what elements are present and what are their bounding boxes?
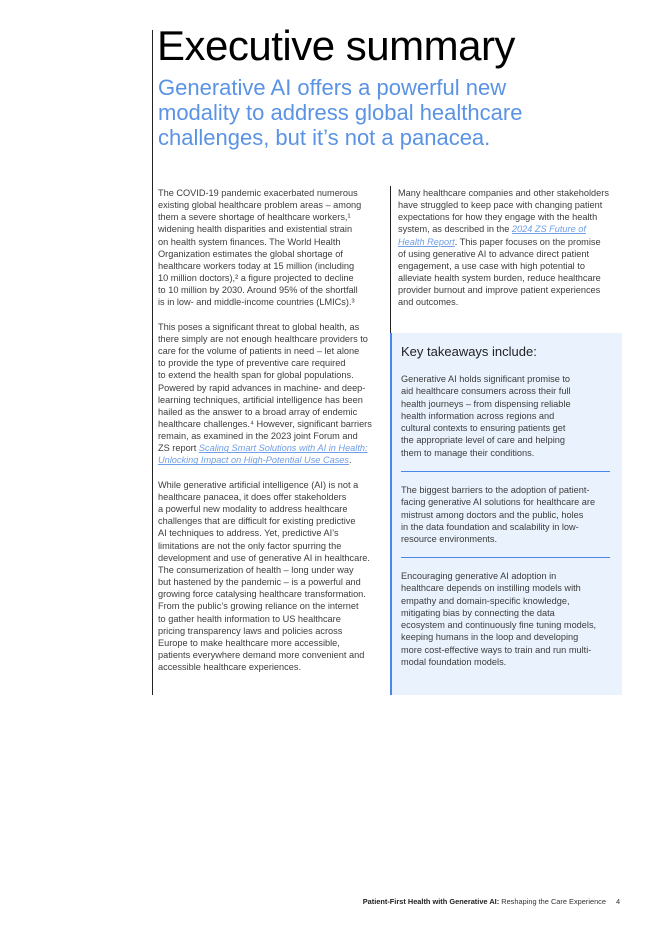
text-line: healthcare challenges.⁴ However, significant barriers: [158, 419, 372, 429]
text-line: [158, 454, 390, 466]
text-line: learning techniques, artificial intelligence has been: [158, 394, 363, 405]
text-line: to gather health information to US healthcare: [158, 613, 341, 624]
text-line: ecosystem and continuously fine tuning models,: [401, 620, 597, 631]
text-line: Generative AI holds significant promise to: [401, 374, 571, 384]
page-title: Executive summary: [157, 22, 515, 69]
paragraph: [398, 187, 624, 309]
text-line: This poses a significant threat to global health, as: [158, 321, 360, 332]
text-line: challenges that are difficult for existing predictive: [158, 516, 356, 527]
text-line: pricing transparency laws and policies across: [158, 625, 343, 636]
text-line: but hastened by the pandemic – is a powerful and: [158, 577, 361, 588]
text-line: is in low- and middle-income countries (LMICs).³: [158, 297, 355, 308]
text-line: in the data foundation and scalability in low-: [401, 521, 579, 532]
left-rule: [152, 30, 153, 695]
text-line: existing global healthcare problem areas – among: [158, 200, 362, 211]
right-column: [398, 187, 624, 321]
text-line: to provide the type of preventive care required: [158, 358, 346, 369]
text-line: more cost-effective ways to train and run multi-: [401, 644, 592, 655]
text-line: the appropriate level of care and helping: [401, 435, 565, 446]
text-line: Many healthcare companies and other stakeholders: [398, 188, 609, 198]
text-line: there simply are not enough healthcare providers to: [158, 333, 368, 344]
text-line: modal foundation models.: [401, 657, 507, 668]
text-line: patients everywhere demand more convenient and: [158, 650, 365, 660]
text-line: 10 million doctors),² a figure projected to decline: [158, 273, 354, 284]
text-line: hailed as the answer to a broad array of endemic: [158, 406, 358, 417]
takeaway-item: [401, 570, 596, 668]
text-line: healthcare depends on instilling models with: [401, 583, 581, 594]
text-line: mistrust among doctors and the public, holes: [401, 509, 584, 520]
report-link[interactable]: Scaling Smart Solutions with AI in Health:: [198, 443, 368, 454]
divider: [401, 557, 610, 558]
text-line: From the public’s growing reliance on the internet: [158, 601, 359, 612]
text-line: Encouraging generative AI adoption in: [401, 571, 557, 581]
text-line: The biggest barriers to the adoption of patient-: [401, 485, 590, 495]
text-line: have struggled to keep pace with changing patient: [398, 200, 603, 211]
text-line: to extend the health span for global populations.: [158, 370, 354, 381]
text-line: provider burnout and improve patient experiences: [398, 285, 601, 296]
text-line: expectations for how they engage with the health: [398, 212, 598, 223]
text-line: cultural contexts to ensuring patients get: [401, 423, 566, 434]
text-segment: system, as described in the: [398, 224, 512, 235]
text-line: on health system finances. The World Health: [158, 236, 341, 247]
text-line: [398, 236, 624, 248]
text-line: The consumerization of health – long under way: [158, 564, 354, 575]
text-segment: .: [349, 455, 352, 466]
text-line: accessible healthcare experiences.: [158, 662, 301, 673]
footer-title-rest: Reshaping the Care Experience: [499, 897, 606, 906]
text-line: remain, as examined in the 2023 joint Forum and: [158, 431, 358, 442]
text-line: Organization estimates the global shortage of: [158, 248, 343, 259]
page-number: 4: [616, 897, 621, 906]
text-line: widening health disparities and existential strain: [158, 224, 353, 235]
report-link[interactable]: Unlocking Impact on High-Potential Use Cases: [158, 455, 349, 466]
text-line: healthcare panacea, it does offer stakeholders: [158, 491, 347, 502]
subtitle-line: challenges, but it’s not a panacea.: [158, 125, 491, 150]
text-line: [398, 223, 624, 235]
text-line: healthcare workers today at 15 million (including: [158, 260, 355, 271]
text-line: While generative artificial intelligence (AI) is not a: [158, 479, 359, 490]
text-line: aid healthcare consumers across their full: [401, 386, 571, 397]
text-line: health information across regions and: [401, 410, 555, 421]
column-rule: [390, 186, 391, 333]
takeaway-item: [401, 373, 571, 459]
text-line: limitations are not the only factor spurring the: [158, 540, 342, 551]
text-line: Powered by rapid advances in machine- and deep-: [158, 382, 366, 393]
text-line: them a severe shortage of healthcare workers,¹: [158, 212, 351, 223]
divider: [401, 471, 610, 472]
report-link[interactable]: Health Report: [398, 236, 455, 247]
text-line: resource environments.: [401, 534, 498, 545]
takeaway-item: [401, 484, 595, 545]
text-line: a powerful new modality to address healthcare: [158, 504, 348, 515]
text-line: [158, 442, 390, 454]
text-line: engagement, a use case with high potential to: [398, 260, 585, 271]
key-takeaways-heading: Key takeaways include:: [401, 344, 537, 359]
text-line: alleviate health system burden, reduce healthcare: [398, 273, 601, 284]
text-line: growing force catalysing healthcare transformation.: [158, 589, 366, 600]
text-line: care for the volume of patients in need – let alone: [158, 346, 360, 357]
text-line: them to manage their conditions.: [401, 447, 535, 458]
text-line: and outcomes.: [398, 297, 459, 308]
text-line: empathy and domain-specific knowledge,: [401, 595, 570, 606]
text-line: facing generative AI solutions for healthcare are: [401, 497, 596, 508]
subtitle-line: Generative AI offers a powerful new: [158, 75, 507, 100]
footer-title-bold: Patient-First Health with Generative AI:: [362, 897, 500, 906]
left-column: [158, 187, 390, 686]
footer-title: [0, 897, 606, 906]
paragraph: [158, 479, 390, 674]
text-line: AI techniques to address. Yet, predictive AI’s: [158, 528, 339, 539]
text-segment: ZS report: [158, 443, 199, 454]
paragraph: [158, 321, 390, 467]
text-line: mitigating bias by connecting the data: [401, 607, 555, 618]
text-line: keeping humans in the loop and developing: [401, 632, 579, 643]
text-line: to 10 million by 2030. Around 95% of the shortfall: [158, 285, 358, 296]
paragraph: [158, 187, 390, 309]
subtitle-line: modality to address global healthcare: [158, 100, 523, 125]
text-line: health journeys – from dispensing reliable: [401, 398, 571, 409]
text-line: of using generative AI to advance direct patient: [398, 248, 590, 259]
key-takeaways-box: [390, 333, 622, 695]
text-line: Europe to make healthcare more accessible,: [158, 637, 340, 648]
page-subtitle: [158, 75, 522, 150]
report-link[interactable]: 2024 ZS Future of: [511, 224, 586, 235]
text-line: development and use of generative AI in healthcare.: [158, 552, 370, 563]
text-segment: . This paper focuses on the promise: [454, 236, 601, 247]
text-line: The COVID-19 pandemic exacerbated numerous: [158, 188, 358, 198]
